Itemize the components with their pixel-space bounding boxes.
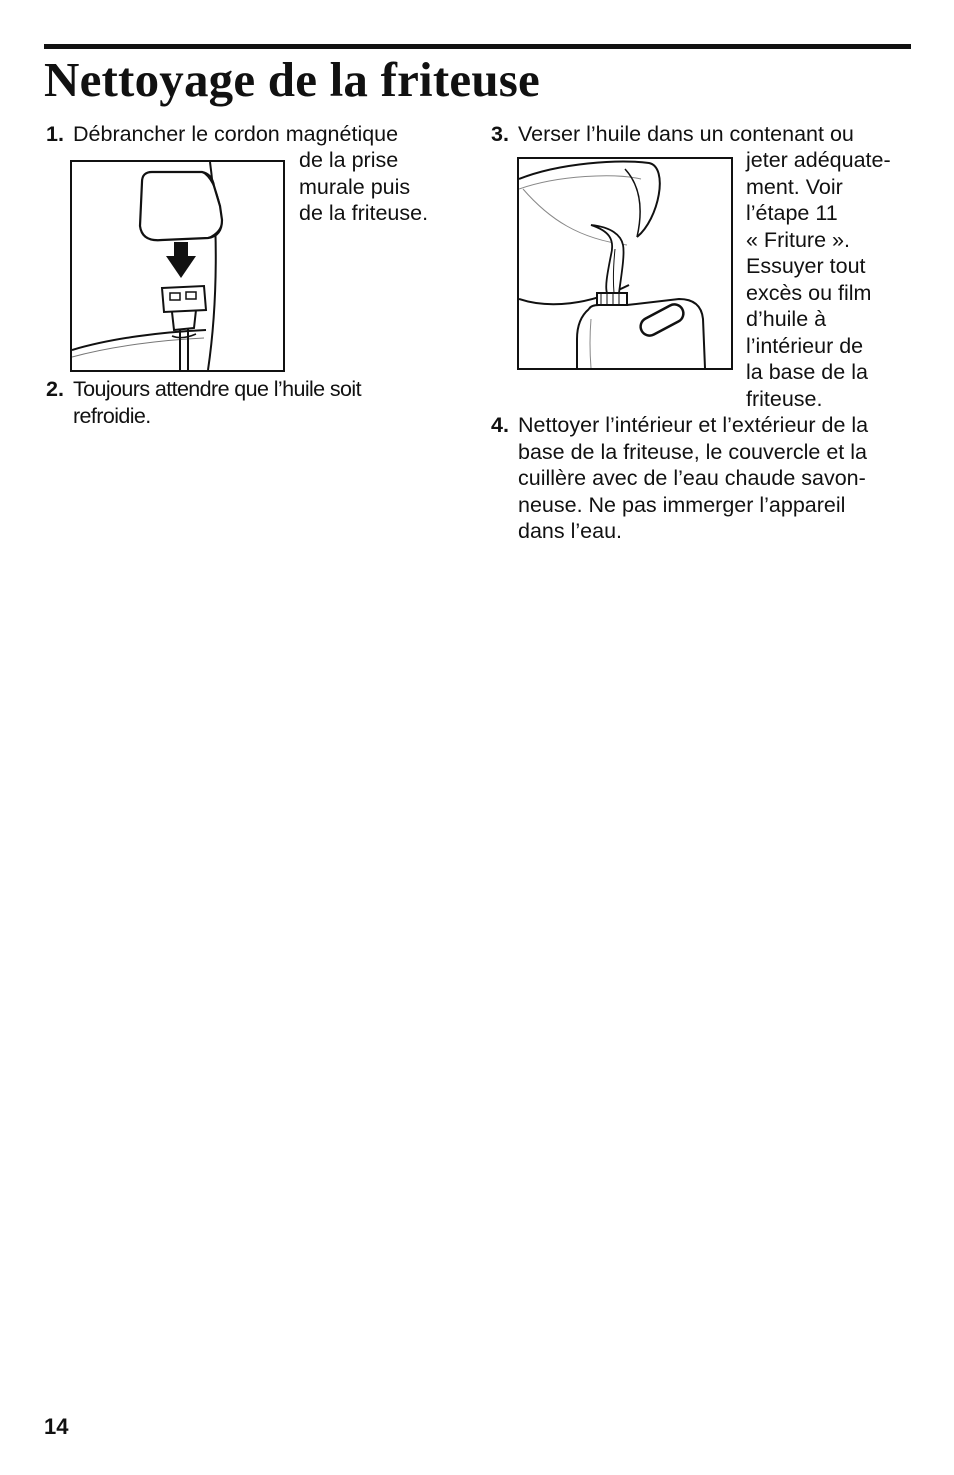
- plug-unplug-illustration-icon: [70, 160, 285, 372]
- page-number: 14: [44, 1414, 69, 1439]
- step-text-line: excès ou film: [746, 281, 872, 305]
- step-text-line: d’huile à: [746, 307, 827, 331]
- step-text-line: refroidie.: [73, 404, 151, 428]
- step-text-line: « Friture ».: [746, 228, 850, 252]
- step-number: 4.: [491, 413, 509, 437]
- step-text-line: murale puis: [299, 175, 411, 199]
- step-text-line: Verser l’huile dans un contenant ou: [518, 122, 854, 146]
- step-text-line: base de la friteuse, le couvercle et la: [518, 440, 867, 464]
- step-number: 2.: [46, 377, 64, 401]
- header-rule: [44, 44, 911, 49]
- step-text-line: l’étape 11: [746, 201, 838, 225]
- step-text-line: neuse. Ne pas immerger l’appareil: [518, 493, 846, 517]
- step-text-line: Essuyer tout: [746, 254, 866, 278]
- step-text-line: ment. Voir: [746, 175, 843, 199]
- step-text-line: de la friteuse.: [299, 201, 429, 225]
- step-text-line: Toujours attendre que l’huile soit: [73, 377, 361, 401]
- step-text-line: de la prise: [299, 148, 399, 172]
- step-text-line: jeter adéquate-: [746, 148, 891, 172]
- step-text-line: friteuse.: [746, 387, 823, 411]
- step-number: 3.: [491, 122, 509, 146]
- step-text-line: Débrancher le cordon magnétique: [73, 122, 399, 146]
- step-text-line: la base de la: [746, 360, 868, 384]
- oil-pouring-illustration-icon: [517, 157, 733, 370]
- step-number: 1.: [46, 122, 64, 146]
- step-text-line: cuillère avec de l’eau chaude savon-: [518, 466, 866, 490]
- page-title: Nettoyage de la friteuse: [44, 52, 540, 107]
- step-text-line: Nettoyer l’intérieur et l’extérieur de la: [518, 413, 869, 437]
- step-text-line: l’intérieur de: [746, 334, 864, 358]
- step-text-line: dans l’eau.: [518, 519, 622, 543]
